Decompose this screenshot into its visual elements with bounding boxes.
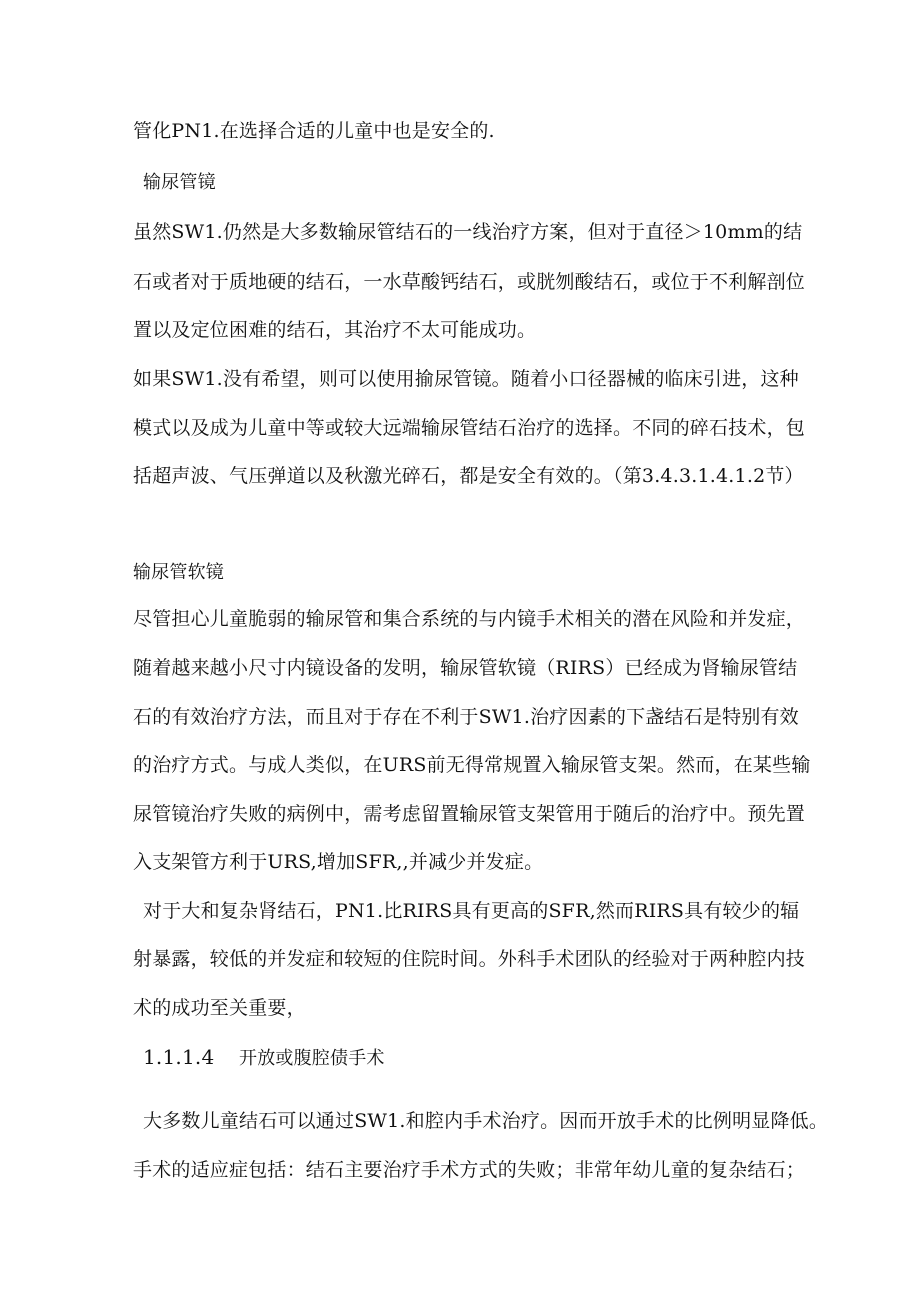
text-line: 石或者对于质地硬的结石，一水草酸钙结石，或胱刎酸结石，或位于不利解剖位 <box>133 271 806 293</box>
text-line: 管化PN1.在选择合适的儿童中也是安全的. <box>133 120 495 142</box>
text-line: 括超声波、气压弹道以及秋激光碎石，都是安全有效的。（第3.4.3.1.4.1.2节） <box>133 465 804 487</box>
text-line: 置以及定位困难的结石，其治疗不太可能成功。 <box>133 319 537 341</box>
text-line: 石的有效治疗方法，而且对于存在不利于SW1.治疗因素的下盏结石是特别有效 <box>133 706 799 728</box>
text-line: 入支架管方利于URS,增加SFR,,并减少并发症。 <box>133 851 544 873</box>
text-line: 虽然SW1.仍然是大多数输尿管结石的一线治疗方案，但对于直径＞10mm的结 <box>133 221 803 243</box>
subheading-flexible-ureteroscopy: 输尿管软镜 <box>133 562 224 583</box>
text-line: 尿管镜治疗失败的病例中，需考虑留置输尿管支架管用于随后的治疗中。预先置 <box>133 803 806 825</box>
text-line: 如果SW1.没有希望，则可以使用揄尿管镜。随着小口径器械的临床引进，这种 <box>133 368 799 390</box>
text-line: 对于大和复杂肾结石，PN1.比RIRS具有更高的SFR,然而RIRS具有较少的辐 <box>143 900 800 922</box>
text-line: 的治疗方式。与成人类似，在URS前无得常规置入输尿管支架。然而，在某些输 <box>133 754 811 776</box>
section-number: 1.1.1.4 <box>143 1045 215 1069</box>
text-line: 射暴露，较低的并发症和较短的住院时间。外科手术团队的经验对于两种腔内技 <box>133 948 806 970</box>
section-title: 开放或腹腔债手术 <box>239 1048 385 1069</box>
text-line: 大多数儿童结石可以通过SW1.和腔内手术治疗。因而开放手术的比例明显降低。 <box>143 1110 829 1132</box>
section-heading <box>143 1045 385 1071</box>
subheading-ureteroscopy: 输尿管镜 <box>143 172 216 193</box>
text-line: 尽管担心儿童脆弱的输尿管和集合系统的与内镜手术相关的潜在风险和并发症， <box>133 608 806 630</box>
text-line: 手术的适应症包括：结石主要治疗手术方式的失败；非常年幼儿童的复杂结石； <box>133 1159 806 1181</box>
text-line: 随着越来越小尺寸内镜设备的发明，输尿管软镜（RIRS）已经成为肾输尿管结 <box>133 657 798 679</box>
text-line: 模式以及成为儿童中等或较大远端输尿管结石治疗的选择。不同的碎石技术，包 <box>133 417 806 439</box>
text-line: 术的成功至关重要， <box>133 997 306 1019</box>
